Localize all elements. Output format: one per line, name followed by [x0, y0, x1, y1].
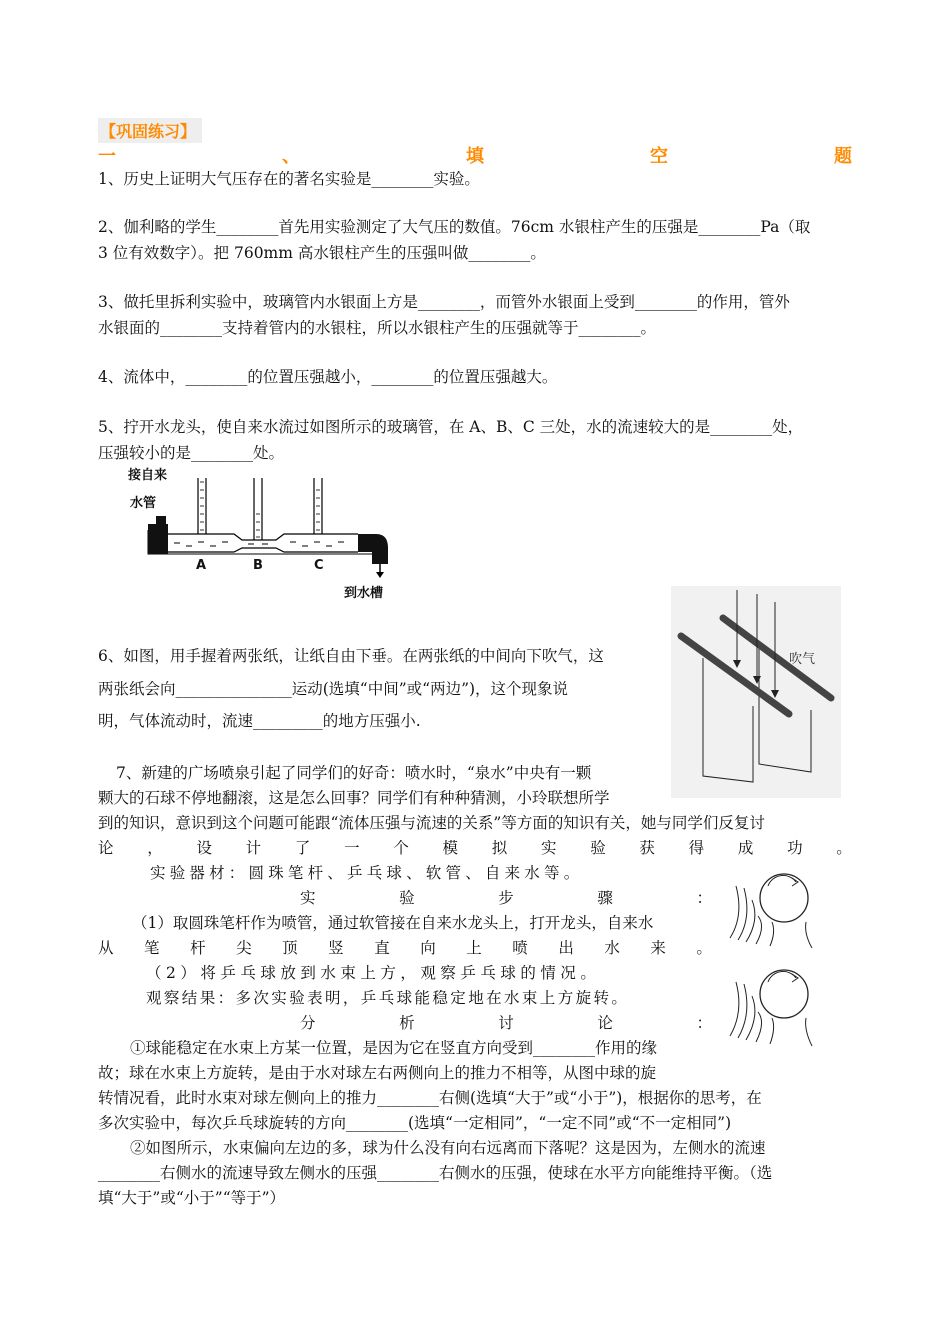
text-char: 水 — [604, 939, 620, 957]
blow-label: 吹气 — [789, 652, 816, 667]
text-char: 从 — [98, 939, 114, 957]
text-char: 计 — [245, 839, 262, 857]
question-7-line-1: 7、新建的广场喷泉引起了同学们的好奇：喷水时，“泉水”中央有一颗 — [116, 764, 592, 782]
question-2-line-2: 3 位有效数字）。把 760mm 高水银柱产生的压强叫做________。 — [98, 244, 546, 262]
text-char: 。 — [696, 939, 712, 957]
section-title-char: 填 — [466, 146, 484, 167]
text-char: 。 — [836, 839, 852, 857]
pipe-label-inlet-2: 水管 — [130, 496, 157, 511]
text-char: 上 — [466, 939, 482, 957]
q7-analysis-1-line-4: 多次实验中，每次乒乓球旋转的方向________(选填“一定相同”，“一定不同”或“不一定相同”) — [98, 1114, 732, 1132]
outlet-arrow-icon — [376, 572, 384, 578]
q7-step-2: （2）将乒乓球放到水束上方，观察乒乓球的情况。 — [146, 964, 601, 982]
pipe-diagram — [126, 462, 396, 602]
question-1: 1、历史上证明大气压存在的著名实验是________实验。 — [98, 170, 480, 188]
q7-analysis-2-line-3: 填“大于”或“小于”“等于”） — [98, 1189, 286, 1207]
question-7-line-3: 到的知识，意识到这个问题可能跟“流体压强与流速的关系”等方面的知识有关，她与同学们反复讨 — [98, 814, 765, 832]
text-char: 了 — [294, 839, 311, 857]
text-char: 个 — [393, 839, 409, 857]
text-char: 析 — [399, 1014, 415, 1032]
section-title-char: 空 — [650, 146, 668, 167]
q7-equipment: 实验器材：圆珠笔杆、乒乓球、软管、自来水等。 — [150, 864, 584, 882]
q7-analysis-1-line-2: 故；球在水束上方旋转，是由于水对球左右两侧向上的推力不相等，从图中球的旋 — [98, 1064, 657, 1082]
text-char: ， — [147, 839, 163, 857]
question-2-line-1: 2、伽利略的学生________首先用实验测定了大气压的数值。76cm 水银柱产生的压强是________Pa（取 — [98, 218, 811, 236]
ball-figure — [722, 856, 846, 1056]
inlet-pipe — [148, 524, 168, 554]
text-char: ： — [696, 1014, 712, 1032]
ball-top — [760, 874, 808, 922]
text-char: 骤 — [597, 889, 613, 907]
pipe-label-inlet-1: 接自来 — [128, 468, 168, 483]
text-char: 功 — [787, 839, 803, 857]
question-6-line-2: 两张纸会向_______________运动(选填“中间”或“两边”)，这个现象说 — [98, 680, 569, 698]
q7-analysis-2-line-2: ________右侧水的流速导致左侧水的压强________右侧水的压强，使球在水平方向能维持平衡。（选 — [98, 1164, 773, 1182]
text-char: ： — [696, 889, 712, 907]
text-char: 来 — [650, 939, 666, 957]
text-char: 实 — [540, 839, 557, 857]
pipe-label-b: B — [253, 558, 263, 573]
blow-arrow-icon — [753, 676, 761, 684]
text-char: 向 — [420, 939, 436, 957]
ball-bottom — [760, 970, 808, 1018]
q7-analysis-2-line-1: ②如图所示，水束偏向左边的多，球为什么没有向右远离而下落呢？这是因为，左侧水的流速 — [130, 1139, 766, 1157]
q7-analysis-1-line-3: 转情况看，此时水束对球左侧向上的推力________右侧(选填“大于”或“小于”)，根据你的思考，在 — [98, 1089, 762, 1107]
question-3-line-2: 水银面的________支持着管内的水银柱，所以水银柱产生的压强就等于________。 — [98, 319, 657, 337]
question-6-line-1: 6、如图，用手握着两张纸，让纸自由下垂。在两张纸的中间向下吹气，这 — [98, 647, 604, 665]
outlet-pipe — [358, 534, 388, 564]
q7-step-1-line-2 — [98, 937, 712, 959]
text-char: 出 — [558, 939, 574, 957]
ball-diagram — [722, 856, 846, 1056]
section-tag: 【巩固练习】 — [98, 118, 202, 143]
text-char: 验 — [590, 839, 606, 857]
q7-analysis-1-line-1: ①球能稳定在水束上方某一位置，是因为它在竖直方向受到________作用的缘 — [130, 1039, 658, 1057]
section-title-char: 、 — [282, 146, 300, 167]
text-char: 讨 — [498, 1014, 514, 1032]
pipe-label-c: C — [314, 558, 324, 573]
text-char: 尖 — [236, 939, 252, 957]
text-char: 直 — [374, 939, 390, 957]
text-char: 杆 — [190, 939, 206, 957]
text-char: 成 — [737, 839, 754, 857]
text-char: 步 — [498, 889, 514, 907]
blow-arrow-icon — [771, 690, 779, 698]
q7-steps-heading — [300, 887, 712, 909]
question-5-line-1: 5、拧开水龙头，使自来水流过如图所示的玻璃管，在 A、B、C 三处，水的流速较大的是________处， — [98, 418, 804, 436]
section-title-char: 题 — [834, 146, 852, 167]
text-char: 喷 — [512, 939, 528, 957]
section-title — [98, 142, 852, 168]
text-char: 一 — [344, 839, 360, 857]
text-char: 拟 — [491, 839, 508, 857]
question-5-line-2: 压强较小的是________处。 — [98, 444, 285, 462]
pipe-label-a: A — [196, 558, 207, 573]
question-3-line-1: 3、做托里拆利实验中，玻璃管内水银面上方是________，而管外水银面上受到________的作用，管外 — [98, 293, 790, 311]
text-char: 竖 — [328, 939, 344, 957]
text-char: 分 — [300, 1014, 316, 1032]
text-char: 论 — [597, 1014, 613, 1032]
q7-result: 观察结果：多次实验表明，乒乓球能稳定地在水束上方旋转。 — [146, 989, 630, 1007]
text-char: 论 — [98, 839, 114, 857]
q7-analysis-heading — [300, 1012, 712, 1034]
question-6-line-3: 明，气体流动时，流速_________的地方压强小. — [98, 712, 421, 730]
text-char: 设 — [196, 839, 212, 857]
text-char: 模 — [442, 839, 459, 857]
q7-step-1-line-1: （1）取圆珠笔杆作为喷管，通过软管接在自来水龙头上，打开龙头，自来水 — [132, 914, 654, 932]
pipe-label-outlet: 到水槽 — [344, 586, 384, 601]
question-4: 4、流体中，________的位置压强越小，________的位置压强越大。 — [98, 368, 558, 386]
blow-arrow-icon — [733, 660, 741, 668]
text-char: 得 — [688, 839, 705, 857]
tube-b — [254, 478, 262, 540]
text-char: 获 — [639, 839, 655, 857]
text-char: 验 — [399, 889, 415, 907]
question-7-line-2: 颗大的石球不停地翻滚，这是怎么回事？同学们有种种猜测，小玲联想所学 — [98, 789, 610, 807]
text-char: 笔 — [144, 939, 160, 957]
text-char: 顶 — [282, 939, 298, 957]
text-char: 实 — [300, 889, 316, 907]
section-title-char: 一 — [98, 146, 116, 167]
pipe-figure — [126, 462, 396, 602]
paper-figure — [671, 586, 841, 798]
paper-diagram — [671, 586, 841, 798]
